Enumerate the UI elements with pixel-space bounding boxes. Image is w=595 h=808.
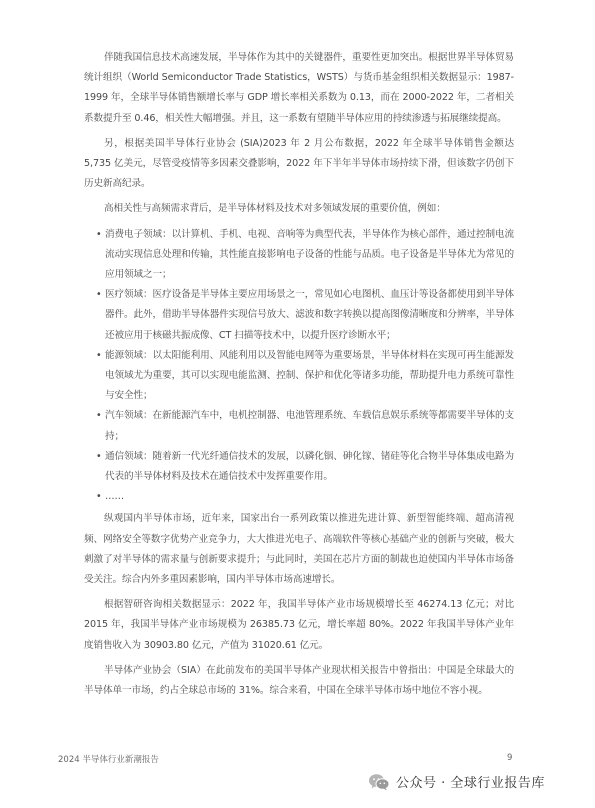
application-list — [84, 225, 514, 508]
list-item-text: 能源领域：以太阳能利用、风能利用以及智能电网等为重要场景，半导体材料在实现可再生能源发电领域尤为重要，其可以实现电能监测、控制、保护和优化等诸多功能，帮助提升电力系统可靠性与安全性； — [105, 349, 514, 402]
bullet-icon: • — [96, 491, 102, 503]
watermark-text: 公众号 · 全球行业报告库 — [396, 776, 545, 791]
list-item — [96, 487, 514, 507]
list-item-text: 汽车领域：在新能源汽车中，电机控制器、电池管理系统、车载信息娱乐系统等都需要半导体的支持； — [105, 410, 514, 442]
list-item — [96, 285, 514, 346]
document-body — [84, 48, 514, 706]
list-item — [96, 406, 514, 446]
paragraph: 另，根据美国半导体行业协会 (SIA)2023 年 2 月公布数据，2022 年全球半导体销售金额达 5,735 亿美元，尽管受疫情等多因素交叠影响，2022 年下半年半导体市场持续下滑，但该数字仍创下历史新高纪录。 — [84, 137, 514, 190]
paragraph: 根据智研咨询相关数据显示：2022 年，我国半导体产业市场规模增长至 46274.13 亿元；对比 2015 年，我国半导体产业市场规模为 26385.73 亿元，增长率超 80%。2022 年我国半导体产业年度销售收入为 30903.80 亿元，产值为 31020.61 亿元。 — [84, 599, 514, 651]
page-number: 9 — [507, 753, 513, 763]
paragraph: 半导体产业协会（SIA）在此前发布的美国半导体产业现状相关报告中曾指出：中国是全球最大的半导体单一市场，约占全球总市场的 31%。综合来看，中国在全球半导体市场中地位不容小视。 — [84, 664, 514, 697]
bullet-icon: • — [96, 228, 102, 240]
list-item — [96, 346, 514, 407]
list-item — [96, 447, 514, 487]
footer-title: 2024 半导体行业新潮报告 — [58, 755, 159, 765]
wechat-icon — [368, 773, 390, 791]
paragraph: 纵观国内半导体市场，近年来，国家出台一系列政策以推进先进计算、新型智能终端、超高清视频、网络安全等数字优势产业竞争力，大大推进光电子、高端软件等核心基础产业的创新与突破，极大刺激了对半导体的需求量与创新要求提升；与此同时，美国在芯片方面的制裁也迫使国内半导体市场备受关注。综合内外多重因素影响，国内半导体市场高速增长。 — [84, 513, 514, 586]
list-item-text: …… — [105, 491, 124, 503]
bullet-icon: • — [96, 450, 102, 462]
paragraph: 高相关性与高频需求背后，是半导体材料及技术对多领域发展的重要价值，例如： — [104, 203, 446, 215]
bullet-icon: • — [96, 410, 102, 422]
list-item — [96, 225, 514, 286]
list-item-text: 消费电子领域：以计算机、手机、电视、音响等为典型代表，半导体作为核心部件，通过控制电流流动实现信息处理和传输，其性能直接影响电子设备的性能与品质。电子设备是半导体尤为常见的应用领域之一； — [105, 228, 514, 281]
list-item-text: 医疗领域：医疗设备是半导体主要应用场景之一，常见如心电图机、血压计等设备都使用到半导体器件。此外，借助半导体器件实现信号放大、滤波和数字转换以提高图像清晰度和分辨率，半导体还被应用于核磁共振成像、CT 扫描等技术中，以提升医疗诊断水平； — [105, 289, 514, 341]
list-item-text: 通信领域：随着新一代光纤通信技术的发展，以磷化铟、砷化镓、锗硅等化合物半导体集成电路为代表的半导体材料及技术在通信技术中发挥重要作用。 — [105, 450, 514, 483]
paragraph: 伴随我国信息技术高速发展，半导体作为其中的关键器件，重要性更加突出。根据世界半导体贸易统计组织（World Semiconductor Trade Statistics，WSTS）与货币基金组织相关数据显示：1987-1999 年，全球半导体销售额增长率与 GDP 增长率相关系数为 0.13，而在 2000-2022 年，二者相关系数提升至 0.46，相关性大幅增强。并且，这一系数有望随半导体应用的持续渗透与拓展继续提高。 — [84, 52, 514, 124]
watermark — [368, 772, 545, 791]
bullet-icon: • — [96, 289, 102, 301]
bullet-icon: • — [96, 349, 102, 361]
